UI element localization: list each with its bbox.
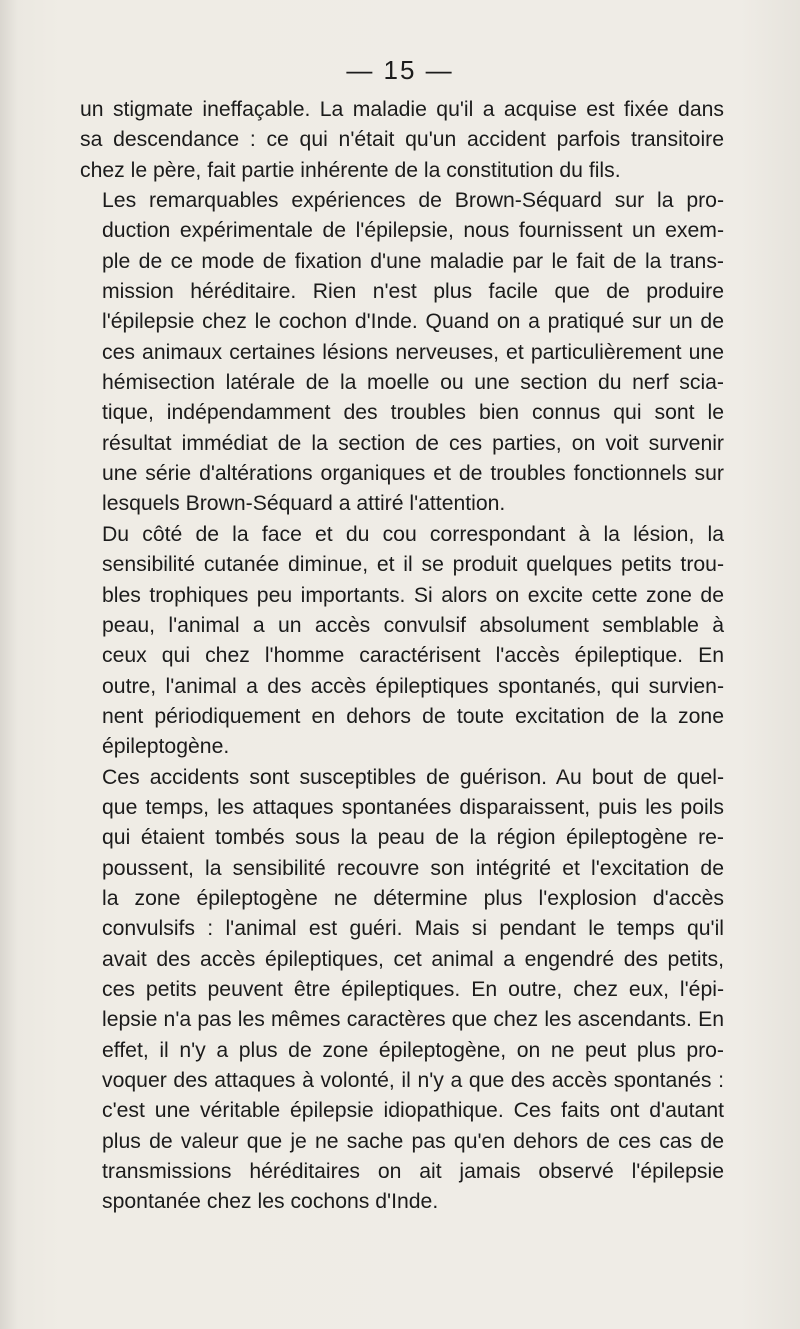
text-line: la zone épileptogène ne détermine plus l'explosion d'accès	[102, 886, 724, 910]
text-line: ces petits peuvent être épileptiques. En outre, chez eux, l'épi-	[102, 977, 724, 1001]
text-line: qui étaient tombés sous la peau de la région épileptogène re-	[102, 826, 724, 850]
text-line: plus de valeur que je ne sache pas qu'en dehors de ces cas de	[102, 1129, 724, 1153]
text-line: mission héréditaire. Rien n'est plus facile que de produire	[102, 280, 724, 304]
text-line: duction expérimentale de l'épilepsie, nous fournissent un exem-	[102, 219, 724, 243]
text-line: outre, l'animal a des accès épileptiques spontanés, qui survien-	[102, 674, 724, 698]
text-line: Les remarquables expériences de Brown-Séquard sur la pro-	[102, 189, 724, 213]
text-line: sa descendance : ce qui n'était qu'un accident parfois transitoire	[80, 128, 724, 152]
body-text	[80, 95, 724, 1218]
text-line: bles trophiques peu importants. Si alors on excite cette zone de	[102, 583, 724, 607]
text-line: c'est une véritable épilepsie idiopathique. Ces faits ont d'autant	[102, 1099, 724, 1123]
paragraph	[80, 520, 724, 763]
text-line: convulsifs : l'animal est guéri. Mais si pendant le temps qu'il	[102, 917, 724, 941]
text-line: épileptogène.	[102, 735, 230, 759]
text-line: ple de ce mode de fixation d'une maladie par le fait de la trans-	[102, 249, 724, 273]
text-line: poussent, la sensibilité recouvre son intégrité et l'excitation de	[102, 856, 724, 880]
text-line: ces animaux certaines lésions nerveuses, et particulièrement une	[102, 340, 724, 364]
paragraph	[80, 95, 724, 186]
text-line: un stigmate ineffaçable. La maladie qu'il a acquise est fixée dans	[80, 98, 724, 121]
text-line: l'épilepsie chez le cochon d'Inde. Quand on a pratiqué sur un de	[102, 310, 724, 334]
text-line: lepsie n'a pas les mêmes caractères que chez les ascendants. En	[102, 1008, 724, 1032]
text-line: ceux qui chez l'homme caractérisent l'accès épileptique. En	[102, 644, 724, 668]
text-line: lesquels Brown-Séquard a attiré l'attention.	[102, 492, 506, 516]
text-line: sensibilité cutanée diminue, et il se produit quelques petits trou-	[102, 553, 724, 577]
text-line: voquer des attaques à volonté, il n'y a que des accès spontanés :	[102, 1069, 724, 1092]
paragraph	[80, 186, 724, 520]
text-line: Du côté de la face et du cou correspondant à la lésion, la	[102, 522, 724, 546]
text-line: effet, il n'y a plus de zone épileptogène, on ne peut plus pro-	[102, 1038, 724, 1062]
text-line: hémisection latérale de la moelle ou une section du nerf scia-	[102, 371, 724, 395]
text-line: chez le père, fait partie inhérente de la constitution du fils.	[80, 158, 621, 182]
text-line: peau, l'animal a un accès convulsif absolument semblable à	[102, 613, 724, 637]
text-line: nent périodiquement en dehors de toute excitation de la zone	[102, 704, 724, 728]
text-line: résultat immédiat de la section de ces parties, on voit survenir	[102, 431, 724, 455]
text-line: transmissions héréditaires on ait jamais observé l'épilepsie	[102, 1160, 724, 1184]
text-line: Ces accidents sont susceptibles de guérison. Au bout de quel-	[102, 765, 724, 789]
text-line: spontanée chez les cochons d'Inde.	[102, 1190, 439, 1214]
text-line: que temps, les attaques spontanées disparaissent, puis les poils	[102, 795, 724, 819]
text-line: une série d'altérations organiques et de troubles fonctionnels sur	[102, 462, 724, 486]
text-line: avait des accès épileptiques, cet animal a engendré des petits,	[102, 947, 724, 971]
page-number-header: — 15 —	[346, 55, 454, 85]
paragraph	[80, 763, 724, 1218]
text-line: tique, indépendamment des troubles bien connus qui sont le	[102, 401, 724, 425]
